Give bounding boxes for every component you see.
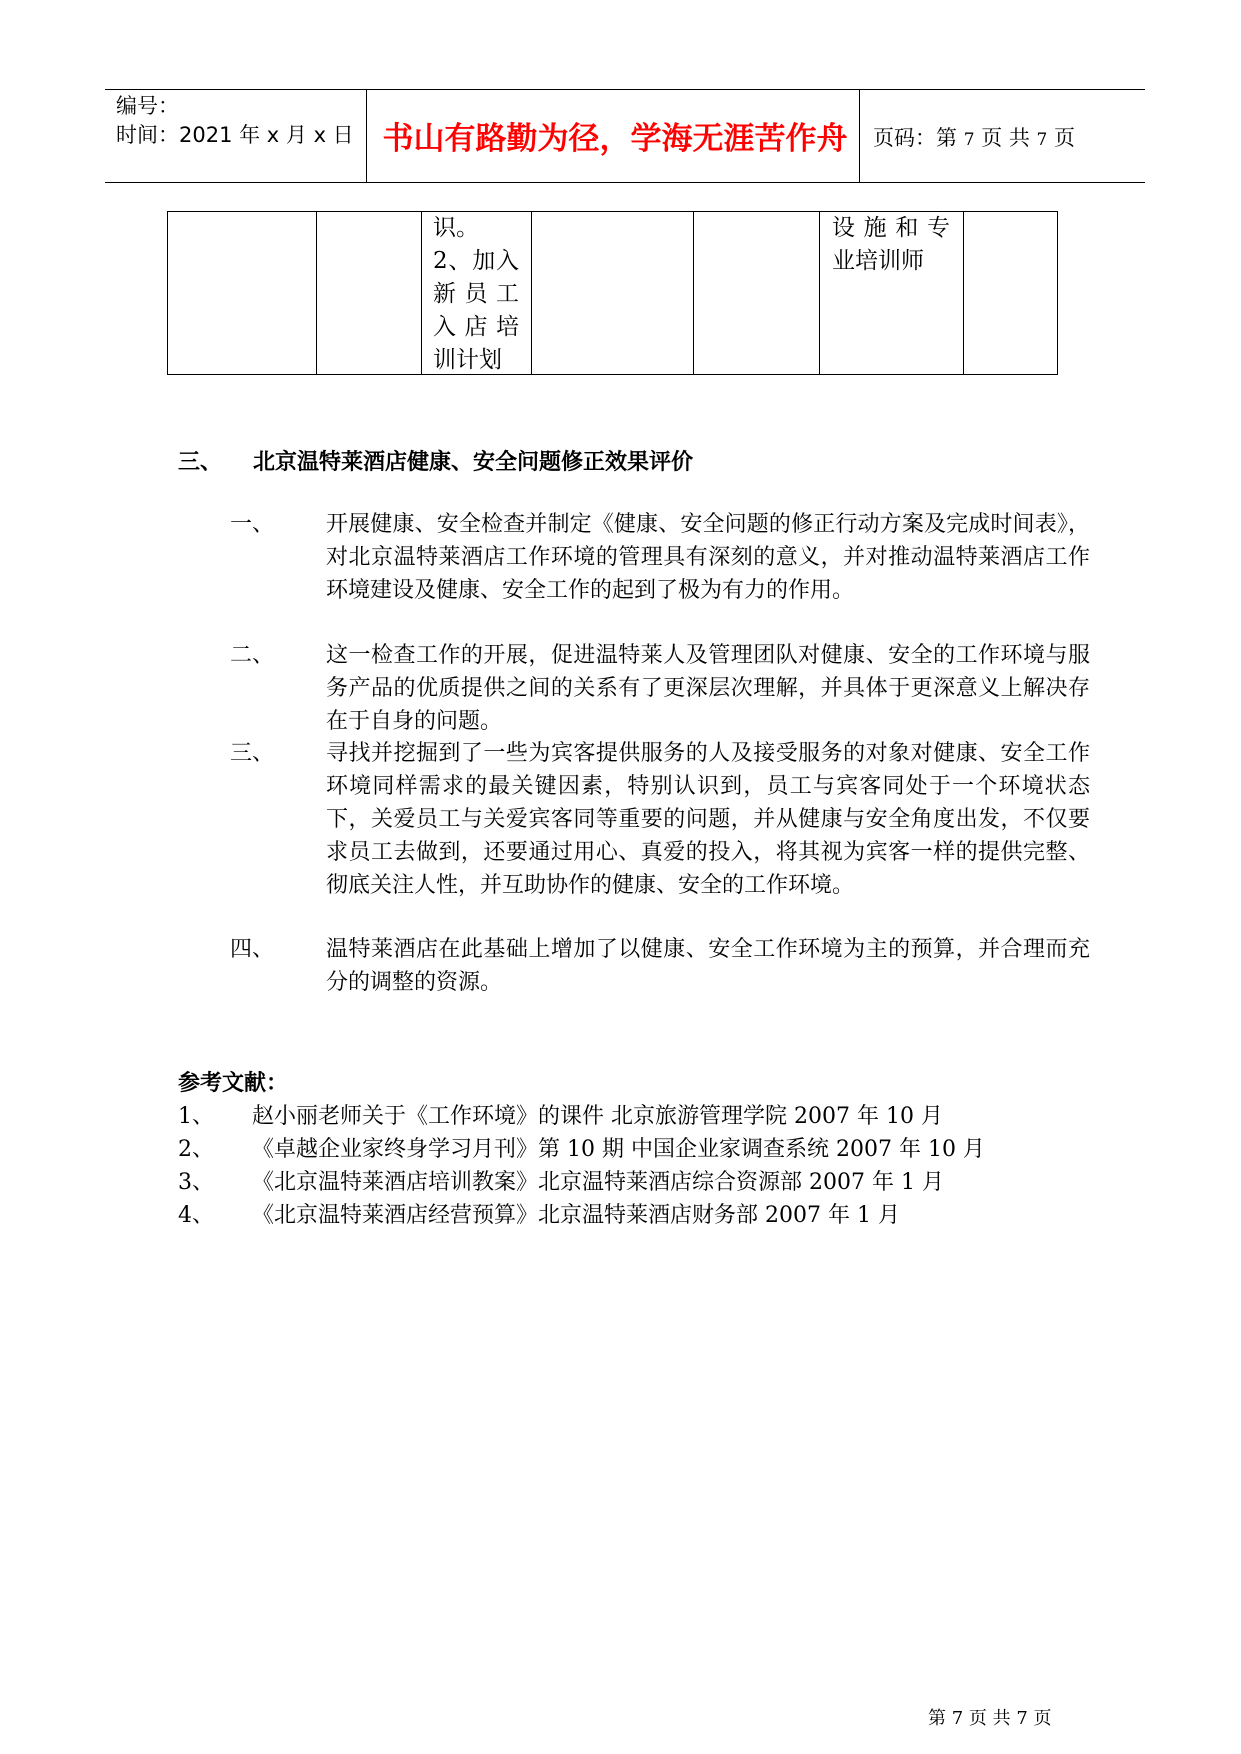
- serial-label: 编号：: [116, 94, 179, 118]
- header-page-number: [873, 122, 1075, 152]
- list-item: [230, 737, 1090, 902]
- reference-item: [178, 1165, 944, 1196]
- reference-item: [178, 1198, 900, 1229]
- item-text: 温特莱酒店在此基础上增加了以健康、安全工作环境为主的预算，并合理而充分的调整的资源。: [326, 937, 1090, 995]
- cell-line: 识。: [433, 215, 479, 241]
- item-text: 这一检查工作的开展，促进温特莱人及管理团队对健康、安全的工作环境与服务产品的优质提供之间的关系有了更深层次理解，并具体于更深意义上解决存在于自身的问题。: [326, 643, 1090, 734]
- cell-line: 新员工: [433, 281, 519, 307]
- cell-line: 业培训师: [832, 248, 924, 274]
- cell-line: 2、加入: [433, 248, 519, 274]
- item-text: 开展健康、安全检查并制定《健康、安全问题的修正行动方案及完成时间表》，对北京温特莱酒店工作环境的管理具有深刻的意义，并对推动温特莱酒店工作环境建设及健康、安全工作的起到了极为有力的作用。: [326, 512, 1090, 603]
- page-prefix: 页码：第: [873, 126, 964, 150]
- page-total: 7: [1036, 130, 1048, 150]
- section-heading: [178, 445, 693, 476]
- table-col-divider: [693, 212, 694, 374]
- header-divider-left: [366, 89, 367, 182]
- list-item: [230, 639, 1090, 738]
- item-number: 三、: [230, 741, 275, 766]
- table-cell-facilities: [832, 212, 950, 278]
- reference-number: 2、: [178, 1137, 214, 1162]
- date-label: 时间：2021 年 x 月 x 日: [116, 123, 354, 147]
- list-item: [230, 933, 1090, 999]
- reference-number: 1、: [178, 1104, 214, 1129]
- reference-text: 《北京温特莱酒店经营预算》北京温特莱酒店财务部 2007 年 1 月: [252, 1203, 900, 1228]
- list-item: [230, 508, 1090, 607]
- item-text: 寻找并挖掘到了一些为宾客提供服务的人及接受服务的对象对健康、安全工作环境同样需求的最关键因素，特别认识到，员工与宾客同处于一个环境状态下，关爱员工与关爱宾客同等重要的问题，并从健康与安全角度出发，不仅要求员工去做到，还要通过用心、真爱的投入，将其视为宾客一样的提供完整、彻底关注人性，并互助协作的健康、安全的工作环境。: [326, 741, 1090, 898]
- item-number: 四、: [230, 937, 275, 962]
- header-meta: [116, 92, 354, 150]
- section-title: 北京温特莱酒店健康、安全问题修正效果评价: [253, 449, 694, 475]
- page-current: 7: [963, 130, 975, 150]
- page-footer: 第 7 页 共 7 页: [928, 1708, 1052, 1729]
- table-cell-training-plan: [433, 212, 519, 377]
- reference-item: [178, 1132, 985, 1163]
- cell-line: 入店培: [433, 314, 519, 340]
- table-col-divider: [531, 212, 532, 374]
- reference-text: 《北京温特莱酒店培训教案》北京温特莱酒店综合资源部 2007 年 1 月: [252, 1170, 944, 1195]
- reference-number: 4、: [178, 1203, 214, 1228]
- header-top-rule: [105, 89, 1145, 90]
- table-col-divider: [819, 212, 820, 374]
- table-col-divider: [316, 212, 317, 374]
- item-number: 一、: [230, 512, 275, 537]
- table-col-divider: [963, 212, 964, 374]
- cell-line: 设施和专: [832, 215, 950, 241]
- reference-text: 赵小丽老师关于《工作环境》的课件 北京旅游管理学院 2007 年 10 月: [252, 1104, 943, 1129]
- reference-item: [178, 1099, 943, 1130]
- table-fragment: [167, 211, 1058, 375]
- cell-line: 训计划: [433, 347, 502, 373]
- page-suffix: 页: [1047, 126, 1076, 150]
- header-bottom-rule: [105, 182, 1145, 183]
- section-number: 三、: [178, 449, 223, 475]
- table-col-divider: [421, 212, 422, 374]
- header-motto: 书山有路勤为径，学海无涯苦作舟: [382, 121, 848, 157]
- references-title: 参考文献：: [178, 1070, 289, 1096]
- item-number: 二、: [230, 643, 275, 668]
- reference-text: 《卓越企业家终身学习月刊》第 10 期 中国企业家调查系统 2007 年 10 月: [252, 1137, 985, 1162]
- page-middle: 页 共: [974, 126, 1037, 150]
- reference-number: 3、: [178, 1170, 214, 1195]
